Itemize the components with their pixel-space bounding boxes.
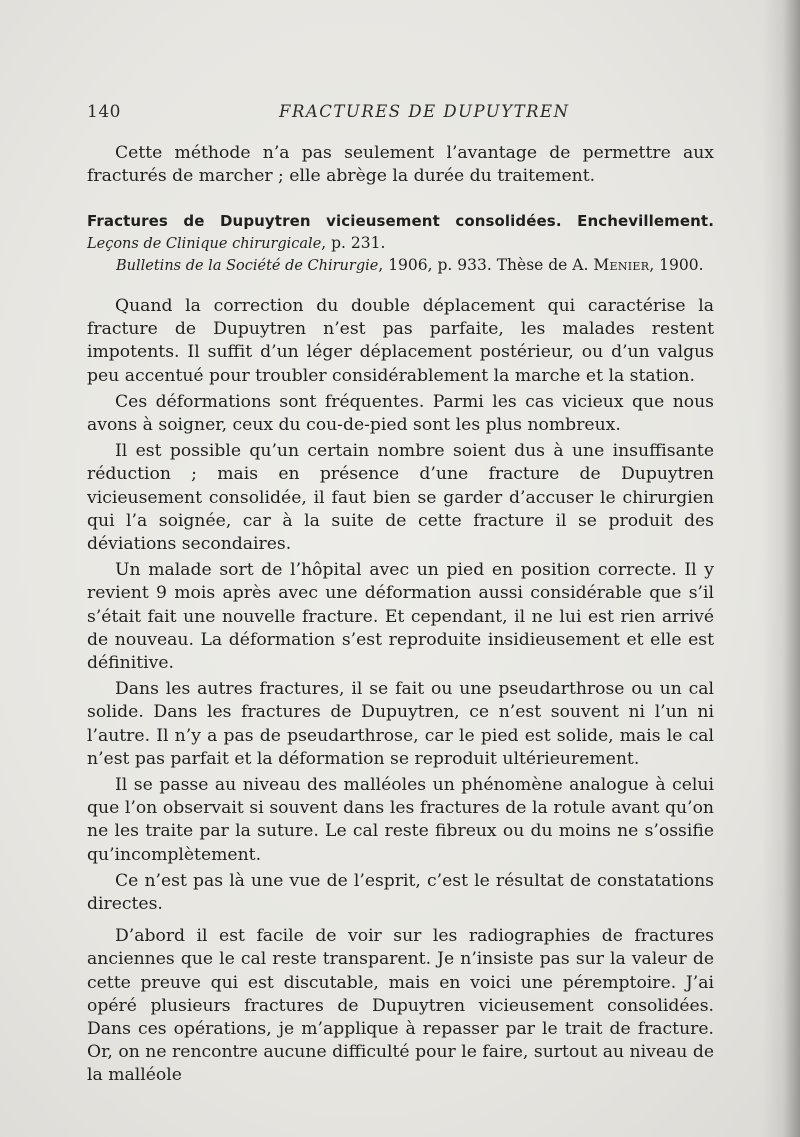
running-head (87, 102, 722, 126)
paragraph: Quand la correction du double déplacement qui caractérise la fracture de Dupuytren n’est pas parfaite, les malades restent impotents. Il suffit d’un léger déplacement postérieur, ou d’un valgus peu accentué pour troubler considérablement la marche et la station. (87, 295, 714, 386)
paragraph: Il se passe au niveau des malléoles un phénomène analogue à celui que l’on observait si souvent dans les fractures de la rotule avant qu’on ne les traite par la suture. Le cal reste fibreux ou du moins ne s’ossifie qu’incomplètement. (87, 774, 714, 865)
paragraph: Ces déformations sont fréquentes. Parmi les cas vicieux que nous avons à soigner, ceux du cou-de-pied sont les plus nombreux. (87, 391, 714, 435)
bibliography (87, 211, 714, 278)
paragraph: Ce n’est pas là une vue de l’esprit, c’est le résultat de constatations directes. (87, 870, 714, 914)
bibliography-reference-1 (87, 211, 714, 255)
running-title: FRACTURES DE DUPUYTREN (279, 102, 570, 121)
paragraph: Un malade sort de l’hôpital avec un pied en position correcte. Il y revient 9 mois après avec une déformation aussi considérable que s’il s’était fait une nouvelle fracture. Et cependant, il ne lui est rien arrivé de nouveau. La déformation s’est reproduite insidieusement et elle est définitive. (87, 560, 714, 673)
bibliography-work-2: Bulletins de la Société de Chirurgie (116, 258, 379, 275)
paragraph: Dans les autres fractures, il se fait ou une pseudarthrose ou un cal solide. Dans les fractures de Dupuytren, ce n’est souvent ni l’un ni l’autre. Il n’y a pas de pseudarthrose, car le pied est solide, mais le cal n’est pas parfait et la déformation se reproduit ultérieurement. (87, 679, 714, 769)
paragraph: D’abord il est facile de voir sur les radiographies de fractures anciennes que le cal reste transparent. Je n’insiste pas sur la valeur de cette preuve qui est discutable, mais en voici une péremptoire. J’ai opéré plusieurs fractures de Dupuytren vicieusement consolidées. Dans ces opérations, je m’applique à repasser par le trait de fracture. Or, on ne rencontre aucune difficulté pour le faire, surtout au niveau de la malléole (87, 926, 714, 1086)
page-number: 140 (87, 102, 121, 122)
bibliography-reference-2 (87, 255, 714, 278)
intro-paragraph: Cette méthode n’a pas seulement l’avantage de permettre aux fracturés de marcher ; elle abrège la durée du traitement. (87, 143, 714, 187)
bibliography-work-1: Leçons de Clinique chirurgicale (87, 235, 322, 252)
bibliography-heading: Fractures de Dupuytren vicieusement consolidées. Enchevillement. (87, 212, 714, 231)
bibliography-year: , 1900. (649, 256, 704, 275)
bibliography-author: Menier (593, 256, 650, 275)
text-block (87, 142, 714, 1091)
bibliography-details-2: , 1906, p. 933. Thèse de A. (378, 256, 589, 275)
bibliography-page-1: , p. 231. (321, 233, 386, 252)
paragraph: Il est possible qu’un certain nombre soient dus à une insuffisante réduction ; mais en présence d’une fracture de Dupuytren vicieusement consolidée, il faut bien se garder d’accuser le chirurgien qui l’a soignée, car à la suite de cette fracture il se produit des déviations secondaires. (87, 441, 714, 554)
